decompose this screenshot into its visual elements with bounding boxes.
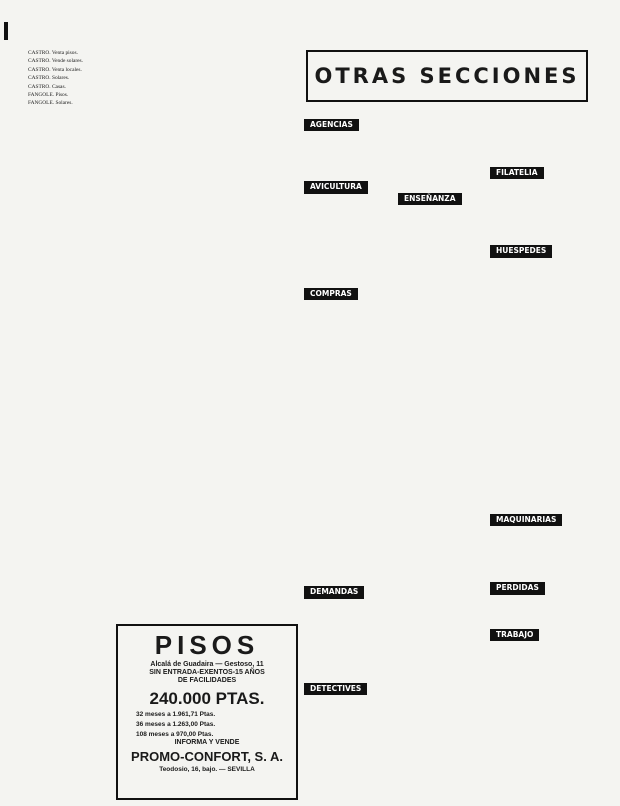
section-perdidas: PERDIDAS bbox=[490, 582, 545, 594]
column-3 bbox=[208, 50, 298, 650]
ad-price: 240.000 PTAS. bbox=[149, 689, 265, 708]
section-trabajo: TRABAJO bbox=[490, 629, 539, 641]
ad-location: Alcalá de Guadaira — Gestoso, 11 bbox=[150, 661, 264, 668]
pisos-advertisement bbox=[116, 624, 298, 800]
ad-terms-2: DE FACILIDADES bbox=[177, 677, 237, 684]
section-header-title: OTRAS SECCIONES bbox=[314, 64, 580, 88]
classified-item: CASTRO. Venta locales. bbox=[28, 66, 82, 73]
ad-address: Teodosio, 16, bajo. — SEVILLA bbox=[159, 766, 255, 773]
section-huespedes: HUESPEDES bbox=[490, 245, 552, 257]
classified-item: CASTRO. Venta pisos. bbox=[28, 50, 78, 56]
column-4 bbox=[304, 116, 394, 796]
ad-payment-3: 108 meses a 970,00 Ptas. bbox=[136, 731, 214, 738]
column-5 bbox=[398, 108, 488, 798]
ad-payment-1: 32 meses a 1.961,71 Ptas. bbox=[136, 711, 216, 718]
classified-item: CASTRO. Casas. bbox=[28, 83, 66, 90]
section-compras: COMPRAS bbox=[304, 288, 358, 300]
section-filatelia: FILATELIA bbox=[490, 167, 544, 179]
section-demandas: DEMANDAS bbox=[304, 586, 364, 598]
section-maquinarias: MAQUINARIAS bbox=[490, 514, 562, 526]
section-avicultura: AVICULTURA bbox=[304, 181, 368, 193]
ad-title: PISOS bbox=[154, 630, 260, 660]
column-2 bbox=[116, 50, 204, 650]
section-ensenanza: ENSEÑANZA bbox=[398, 193, 462, 205]
classified-item: FANGOLE. Solares. bbox=[28, 100, 73, 107]
ad-info: INFORMA Y VENDE bbox=[174, 739, 240, 746]
ad-terms: SIN ENTRADA-EXENTOS-15 AÑOS bbox=[149, 669, 265, 676]
ad-payment-2: 36 meses a 1.263,00 Ptas. bbox=[136, 721, 216, 728]
column-6 bbox=[490, 108, 584, 798]
column-1 bbox=[28, 50, 112, 800]
classified-item: FANGOLE. Pisos. bbox=[28, 92, 69, 99]
classified-item: CASTRO. Solares. bbox=[28, 75, 70, 82]
section-header-box bbox=[306, 50, 588, 102]
section-agencias: AGENCIAS bbox=[304, 119, 359, 131]
ad-brand: PROMO-CONFORT, S. A. bbox=[131, 749, 283, 764]
classified-item: CASTRO. Vende solares. bbox=[28, 58, 84, 65]
section-detectives: DETECTIVES bbox=[304, 683, 367, 695]
page-edge-mark bbox=[4, 22, 8, 40]
